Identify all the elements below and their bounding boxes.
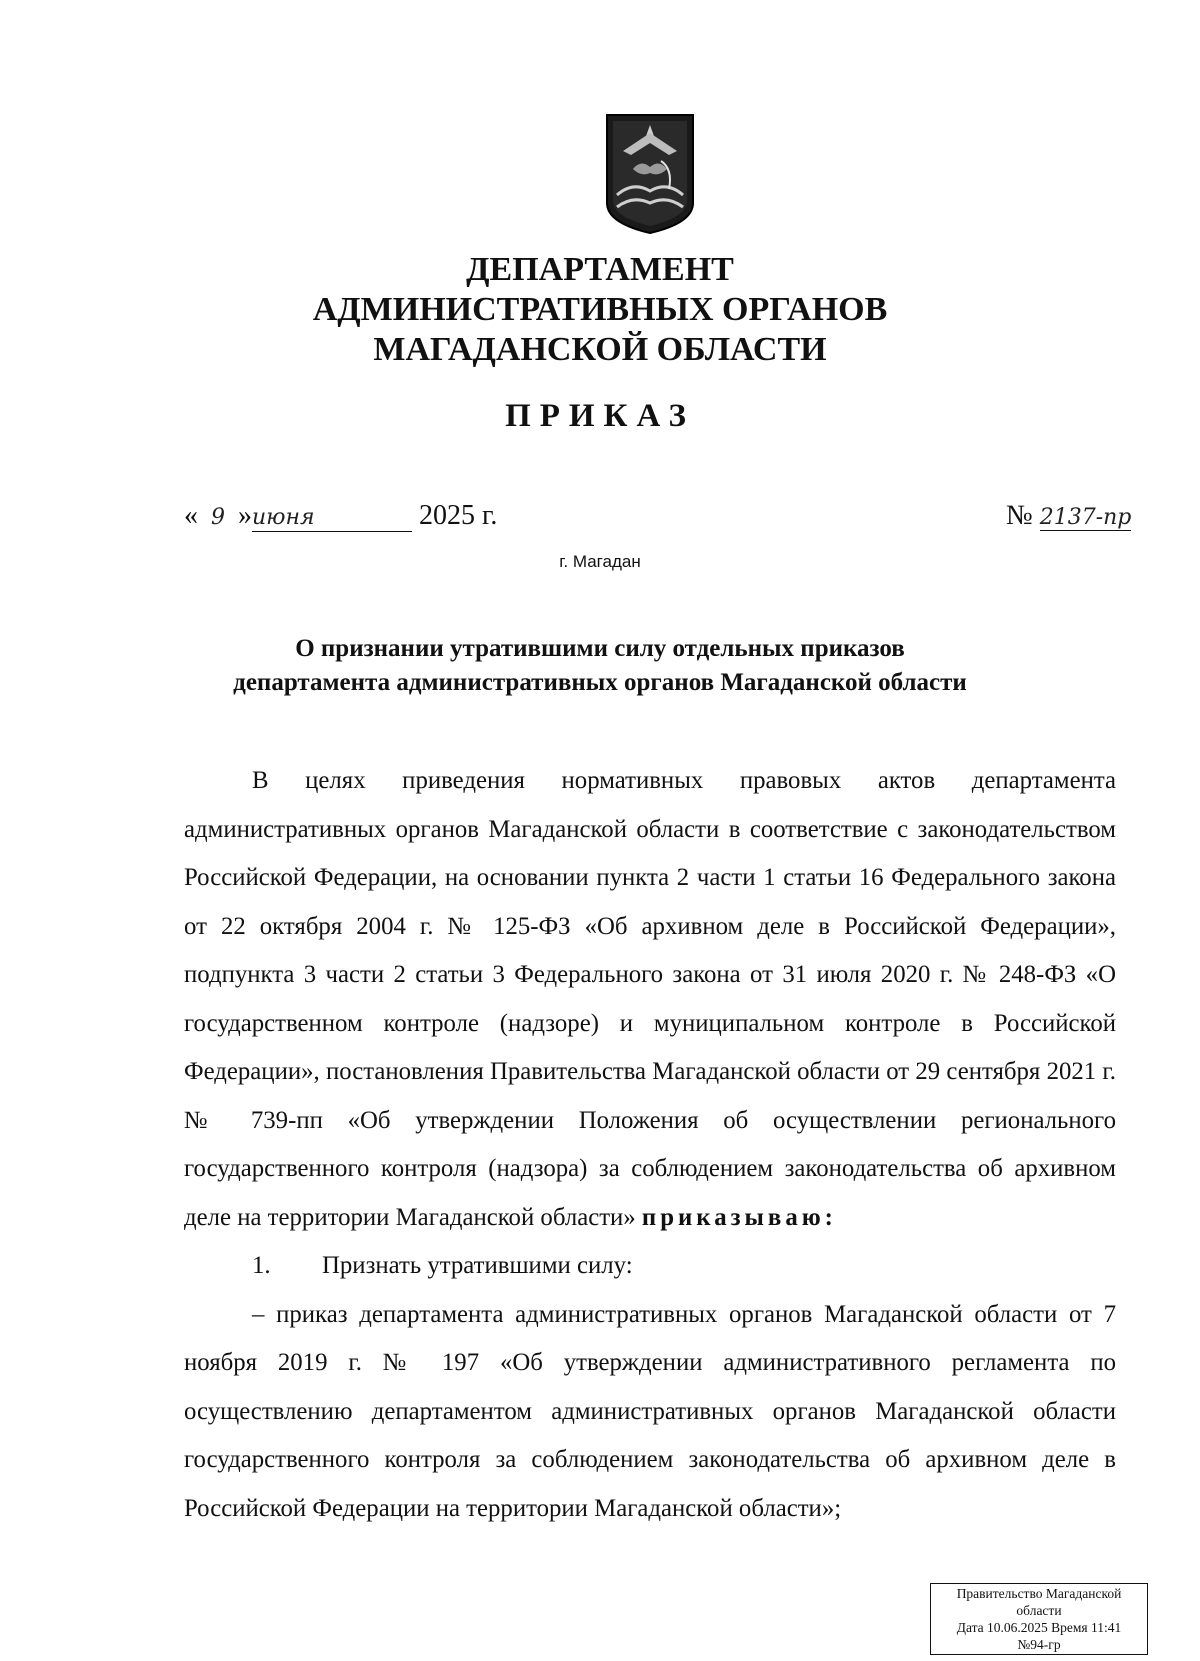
intro-text: В целях приведения нормативных правовых актов департамента административных органов Магаданской области в соответствие с законодательством Российской Федерации, на основании пункта 2 части 1 статьи 16 Федерального закона от 22 октября 2004 г. № 125-ФЗ «Об архивном деле в Российской Федерации», подпункта 3 части 2 статьи 3 Федерального закона от 31 июля 2020 г. № 248-ФЗ «О государственном контроле (надзоре) и муниципальном контроле в Российской Федерации», постановления Правительства Магаданской области от 29 сентября 2021 г. № 739-пп «Об утверждении Положения об осуществлении регионального государственного контроля (надзора) за соблюдением законодательства об архивном деле на территории Магаданской области» xyxy=(184,767,1116,1231)
department-line-2: АДМИНИСТРАТИВНЫХ ОРГАНОВ xyxy=(312,291,888,328)
subject-line-1: О признании утратившими силу отдельных приказов xyxy=(295,635,905,662)
item-1-text: Признать утратившими силу: xyxy=(322,1252,633,1279)
stamp-line-4: №94-гр xyxy=(1017,1637,1061,1652)
order-date xyxy=(184,500,497,532)
item-1 xyxy=(184,1242,1116,1291)
order-body xyxy=(184,757,1116,1533)
city-label: г. Магадан xyxy=(559,552,641,571)
stamp-line-3: Дата 10.06.2025 Время 11:41 xyxy=(956,1620,1122,1635)
item-1-sub-1: – приказ департамента административных органов Магаданской области от 7 ноября 2019 г. № 197 «Об утверждении административного регламента по осуществлению департаментом административных органов Магаданской области государственного контроля за соблюдением законодательства об архивном деле в Российской Федерации на территории Магаданской области»; xyxy=(184,1300,1116,1522)
order-title: ПРИКАЗ xyxy=(505,398,695,434)
order-number xyxy=(1006,500,1131,532)
date-day: 9 xyxy=(211,505,225,530)
date-open-quote: « xyxy=(184,500,198,531)
stamp-line-1: Правительство Магаданской xyxy=(956,1586,1122,1601)
registration-stamp xyxy=(930,1583,1148,1655)
intro-paragraph xyxy=(184,757,1116,1242)
date-month: июня xyxy=(252,505,412,532)
number-value: 2137-пр xyxy=(1039,505,1132,530)
department-heading xyxy=(0,250,1200,370)
ordering-word: приказываю: xyxy=(641,1203,837,1231)
date-year: 2025 г. xyxy=(419,500,498,531)
coat-of-arms-icon xyxy=(603,111,697,235)
department-line-3: МАГАДАНСКОЙ ОБЛАСТИ xyxy=(373,331,827,368)
stamp-line-2: области xyxy=(1016,1603,1062,1618)
subject-line-2: департамента административных органов Магаданской области xyxy=(233,669,967,696)
date-close-quote: » xyxy=(238,500,252,531)
item-1-number: 1. xyxy=(252,1252,271,1279)
number-prefix: № xyxy=(1006,500,1033,531)
department-line-1: ДЕПАРТАМЕНТ xyxy=(466,251,734,288)
order-subject xyxy=(0,632,1200,700)
